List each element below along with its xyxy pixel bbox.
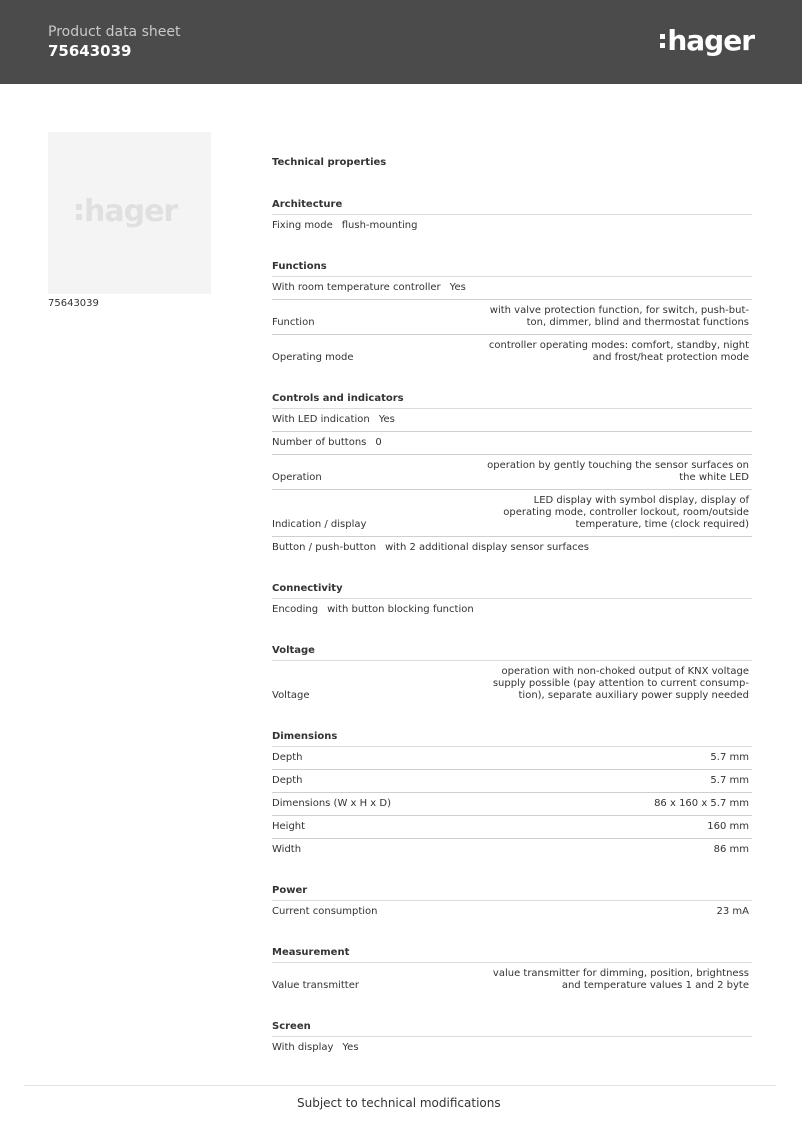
section-functions xyxy=(272,261,752,369)
section-title: Measurement xyxy=(272,947,752,963)
property-label: Number of buttons xyxy=(272,437,367,448)
property-row xyxy=(272,215,752,237)
property-label: Button / push-button xyxy=(272,542,377,553)
property-row xyxy=(272,455,752,490)
section-title: Dimensions xyxy=(272,731,752,747)
property-row xyxy=(272,793,752,816)
property-value: operation with non-choked output of KNX voltage supply possible (pay attention to current consump-tion), separate auxiliary power supply needed xyxy=(492,666,749,701)
technical-properties xyxy=(272,157,752,1083)
property-row xyxy=(272,432,752,455)
property-row xyxy=(272,1037,752,1059)
property-label: Value transmitter xyxy=(272,980,359,991)
property-label: Height xyxy=(272,821,306,832)
property-value: LED display with symbol display, display of operating mode, controller lockout, room/outside temperature, time (clock required) xyxy=(503,495,749,530)
section-title: Architecture xyxy=(272,199,752,215)
section-connectivity xyxy=(272,583,752,621)
logo-colon-icon xyxy=(76,202,82,222)
property-row xyxy=(272,300,752,335)
section-title: Controls and indicators xyxy=(272,393,752,409)
logo-colon-icon xyxy=(660,32,665,50)
property-row xyxy=(272,747,752,770)
property-row xyxy=(272,661,752,707)
property-row xyxy=(272,599,752,621)
property-value: 23 mA xyxy=(716,906,749,917)
section-power xyxy=(272,885,752,923)
section-controls-and-indicators xyxy=(272,393,752,559)
section-title: Functions xyxy=(272,261,752,277)
property-value: Yes xyxy=(449,282,466,293)
property-label: Operation xyxy=(272,472,322,483)
section-screen xyxy=(272,1021,752,1059)
property-value: Yes xyxy=(378,414,395,425)
property-label: Operating mode xyxy=(272,352,354,363)
property-value: 160 mm xyxy=(707,821,749,832)
property-value: controller operating modes: comfort, standby, night and frost/heat protection mode xyxy=(488,340,749,363)
property-row xyxy=(272,335,752,369)
property-row xyxy=(272,409,752,432)
property-label: With display xyxy=(272,1042,334,1053)
product-image-caption: 75643039 xyxy=(48,298,99,309)
property-value: 86 mm xyxy=(713,844,749,855)
brand-logo xyxy=(660,24,754,57)
property-value: with 2 additional display sensor surfaces xyxy=(385,542,590,553)
section-dimensions xyxy=(272,731,752,861)
product-image-logo xyxy=(76,194,177,229)
property-label: Encoding xyxy=(272,604,319,615)
section-measurement xyxy=(272,947,752,997)
property-label: Indication / display xyxy=(272,519,367,530)
section-title: Voltage xyxy=(272,645,752,661)
property-value: with valve protection function, for switch, push-but-ton, dimmer, blind and thermostat functions xyxy=(489,305,749,328)
footer-note: Subject to technical modifications xyxy=(297,1096,501,1110)
property-row xyxy=(272,816,752,839)
property-row xyxy=(272,963,752,997)
property-value: 5.7 mm xyxy=(710,775,749,786)
property-label: Dimensions (W x H x D) xyxy=(272,798,392,809)
technical-properties-title: Technical properties xyxy=(272,157,387,168)
property-row xyxy=(272,839,752,861)
property-value: 86 x 160 x 5.7 mm xyxy=(654,798,749,809)
property-label: Fixing mode xyxy=(272,220,333,231)
section-voltage xyxy=(272,645,752,707)
product-image xyxy=(48,132,211,294)
logo-text: hager xyxy=(84,194,178,229)
property-value: operation by gently touching the sensor surfaces on the white LED xyxy=(487,460,749,483)
property-label: Current consumption xyxy=(272,906,378,917)
property-label: Voltage xyxy=(272,690,310,701)
property-value: 5.7 mm xyxy=(710,752,749,763)
property-row xyxy=(272,277,752,300)
logo-text: hager xyxy=(667,24,754,57)
property-label: Depth xyxy=(272,752,303,763)
sections-container xyxy=(272,199,752,1059)
document-type: Product data sheet xyxy=(48,24,181,40)
property-label: Width xyxy=(272,844,302,855)
section-title: Connectivity xyxy=(272,583,752,599)
property-value: Yes xyxy=(342,1042,359,1053)
property-label: With room temperature controller xyxy=(272,282,441,293)
document-number: 75643039 xyxy=(48,42,132,60)
property-row xyxy=(272,901,752,923)
property-label: Depth xyxy=(272,775,303,786)
property-row xyxy=(272,490,752,537)
footer-divider xyxy=(24,1085,776,1086)
property-row xyxy=(272,537,752,559)
property-value: flush-mounting xyxy=(341,220,418,231)
page-header xyxy=(0,0,802,84)
section-title: Power xyxy=(272,885,752,901)
property-label: With LED indication xyxy=(272,414,370,425)
property-label: Function xyxy=(272,317,315,328)
property-row xyxy=(272,770,752,793)
property-value: with button blocking function xyxy=(327,604,474,615)
property-value: 0 xyxy=(375,437,382,448)
property-value: value transmitter for dimming, position, brightness and temperature values 1 and 2 byte xyxy=(492,968,749,991)
section-title: Screen xyxy=(272,1021,752,1037)
section-architecture xyxy=(272,199,752,237)
